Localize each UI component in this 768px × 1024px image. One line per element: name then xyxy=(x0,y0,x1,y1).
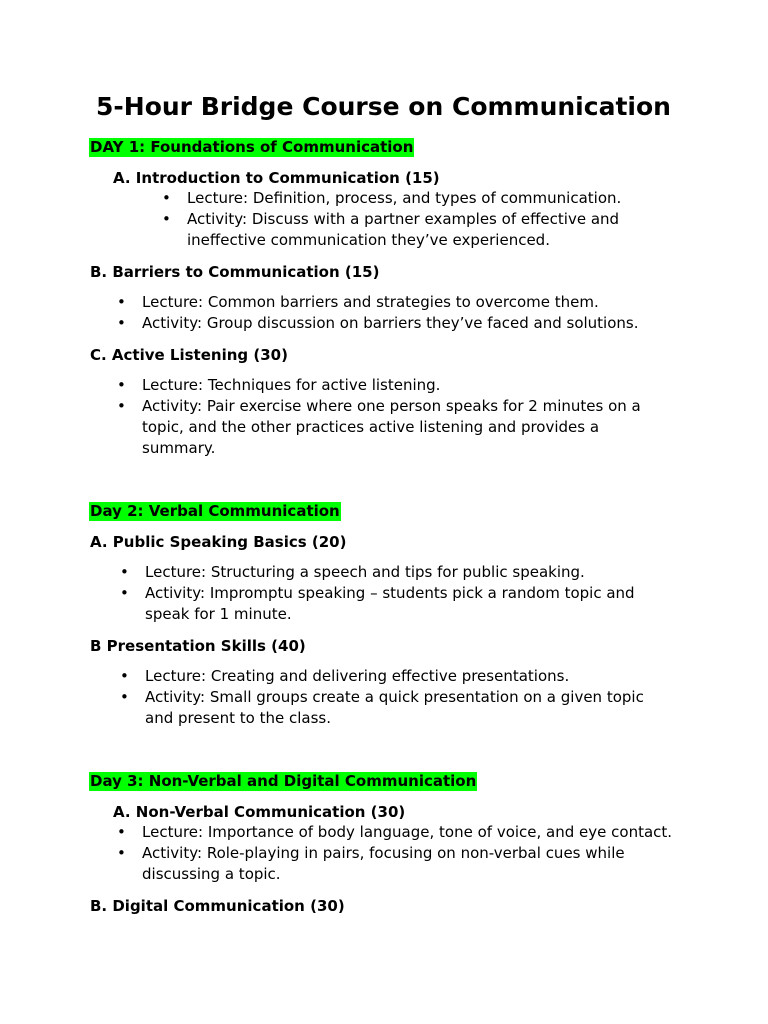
list-item: Activity: Small groups create a quick presentation on a given topic xyxy=(145,688,644,706)
section-title: B. Digital Communication (30) xyxy=(90,897,345,915)
bullet-icon: • xyxy=(117,376,126,394)
bullet-icon: • xyxy=(162,210,171,228)
list-item: Lecture: Importance of body language, tone of voice, and eye contact. xyxy=(142,823,673,841)
bullet-icon: • xyxy=(120,563,129,581)
list-item-continuation: speak for 1 minute. xyxy=(145,605,292,623)
list-item: Lecture: Structuring a speech and tips for public speaking. xyxy=(145,563,585,581)
day-1-heading: DAY 1: Foundations of Communication xyxy=(90,138,414,156)
list-item: Activity: Group discussion on barriers they’ve faced and solutions. xyxy=(142,314,639,332)
day-2-heading: Day 2: Verbal Communication xyxy=(90,502,340,520)
bullet-icon: • xyxy=(117,314,126,332)
bullet-icon: • xyxy=(117,823,126,841)
list-item-continuation: ineffective communication they’ve experienced. xyxy=(187,231,550,249)
list-item: Lecture: Techniques for active listening. xyxy=(142,376,441,394)
bullet-icon: • xyxy=(162,189,171,207)
section-title: C. Active Listening (30) xyxy=(90,346,288,364)
bullet-icon: • xyxy=(120,667,129,685)
bullet-icon: • xyxy=(117,844,126,862)
list-item: Lecture: Creating and delivering effective presentations. xyxy=(145,667,570,685)
list-item: Activity: Pair exercise where one person speaks for 2 minutes on a xyxy=(142,397,641,415)
section-title: B Presentation Skills (40) xyxy=(90,637,306,655)
list-item-continuation: topic, and the other practices active listening and provides a xyxy=(142,418,600,436)
list-item: Activity: Discuss with a partner examples of effective and xyxy=(187,210,620,228)
list-item-continuation: discussing a topic. xyxy=(142,865,281,883)
section-title: A. Non-Verbal Communication (30) xyxy=(113,803,406,821)
page-title: 5-Hour Bridge Course on Communication xyxy=(96,92,671,121)
section-title: A. Public Speaking Basics (20) xyxy=(90,533,347,551)
bullet-icon: • xyxy=(120,688,129,706)
list-item: Activity: Impromptu speaking – students pick a random topic and xyxy=(145,584,635,602)
list-item: Lecture: Definition, process, and types of communication. xyxy=(187,189,622,207)
bullet-icon: • xyxy=(120,584,129,602)
list-item-continuation: summary. xyxy=(142,439,216,457)
section-title: A. Introduction to Communication (15) xyxy=(113,169,440,187)
section-title: B. Barriers to Communication (15) xyxy=(90,263,380,281)
list-item-continuation: and present to the class. xyxy=(145,709,331,727)
list-item: Lecture: Common barriers and strategies to overcome them. xyxy=(142,293,599,311)
day-3-heading: Day 3: Non-Verbal and Digital Communication xyxy=(90,772,477,790)
bullet-icon: • xyxy=(117,397,126,415)
bullet-icon: • xyxy=(117,293,126,311)
list-item: Activity: Role-playing in pairs, focusing on non-verbal cues while xyxy=(142,844,625,862)
